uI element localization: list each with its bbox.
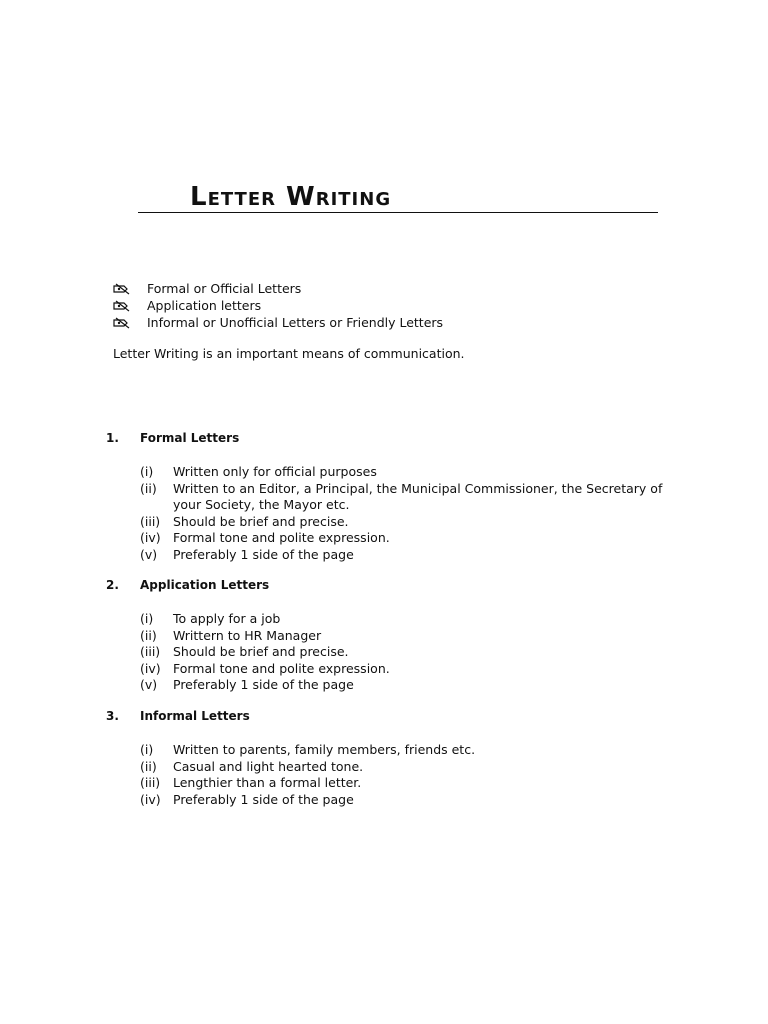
list-item [140, 742, 686, 759]
title-underline [138, 212, 658, 213]
section-number: 1. [106, 431, 119, 445]
list-item [140, 481, 686, 514]
item-text: Preferably 1 side of the page [173, 546, 354, 562]
list-item [140, 644, 686, 661]
item-text: Should be brief and precise. [173, 644, 349, 659]
section-items [106, 611, 686, 694]
item-text: To apply for a job [173, 611, 281, 626]
item-number: (v) [140, 546, 158, 562]
item-text: Written to an Editor, a Principal, the Municipal Commissioner, the Secretary of your Society, the Mayor etc. [173, 480, 663, 512]
item-text: Lengthier than a formal letter. [173, 775, 362, 790]
item-text: Written only for official purposes [173, 464, 377, 479]
section-number: 2. [106, 578, 119, 592]
item-text: Casual and light hearted tone. [173, 758, 364, 774]
item-text: Preferably 1 side of the page [173, 677, 354, 692]
section-heading [106, 708, 686, 725]
bullet-item [113, 314, 713, 331]
writing-hand-icon [113, 297, 147, 314]
list-item [140, 530, 686, 547]
item-number: (ii) [140, 758, 157, 774]
item-number: (iii) [140, 775, 161, 790]
item-number: (ii) [140, 480, 157, 496]
list-item [140, 661, 686, 678]
item-number: (iv) [140, 530, 161, 545]
item-text: Preferably 1 side of the page [173, 791, 354, 807]
section-application-letters [106, 577, 686, 694]
section-title: Application Letters [140, 578, 270, 592]
list-item [140, 759, 686, 776]
list-item [140, 677, 686, 694]
section-title: Informal Letters [140, 709, 250, 723]
item-text: Should be brief and precise. [173, 513, 349, 529]
item-number: (v) [140, 677, 158, 692]
bullet-item [113, 280, 713, 297]
item-text: Written to parents, family members, friends etc. [173, 742, 476, 757]
list-item [140, 547, 686, 564]
document-title: Letter Writing [190, 182, 392, 212]
list-item [140, 464, 686, 481]
section-items [106, 742, 686, 808]
list-item [140, 611, 686, 628]
writing-hand-icon [113, 314, 147, 331]
section-informal-letters [106, 708, 686, 808]
section-number: 3. [106, 709, 119, 723]
item-number: (ii) [140, 627, 157, 643]
list-item [140, 628, 686, 645]
bullet-text: Informal or Unofficial Letters or Friendly Letters [147, 315, 444, 330]
item-number: (i) [140, 464, 154, 479]
bullet-text: Application letters [147, 298, 262, 313]
item-number: (i) [140, 611, 154, 626]
item-number: (iv) [140, 791, 161, 807]
writing-hand-icon [113, 280, 147, 297]
item-number: (iii) [140, 644, 161, 659]
section-title: Formal Letters [140, 431, 240, 445]
item-number: (iv) [140, 660, 161, 676]
item-text: Formal tone and polite expression. [173, 530, 390, 545]
item-number: (i) [140, 742, 154, 757]
bullet-item [113, 297, 713, 314]
list-item [140, 514, 686, 531]
item-text: Writtern to HR Manager [173, 627, 322, 643]
section-items [106, 464, 686, 563]
section-formal-letters [106, 430, 686, 563]
list-item [140, 792, 686, 809]
section-heading [106, 577, 686, 594]
bullet-text: Formal or Official Letters [147, 281, 302, 296]
list-item [140, 775, 686, 792]
item-text: Formal tone and polite expression. [173, 660, 390, 676]
section-heading [106, 430, 686, 447]
intro-paragraph: Letter Writing is an important means of communication. [113, 346, 465, 361]
item-number: (iii) [140, 513, 161, 529]
letter-types-list [113, 280, 713, 331]
